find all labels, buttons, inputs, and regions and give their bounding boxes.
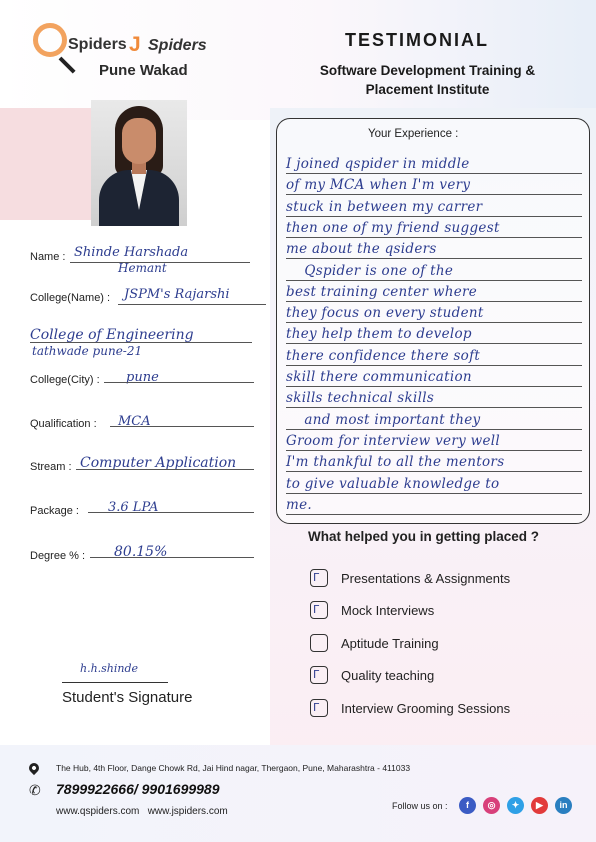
college-name-label: College(Name) : xyxy=(30,292,111,304)
phone-icon: ✆ xyxy=(29,782,41,798)
checkbox-mock-interviews[interactable] xyxy=(310,601,328,619)
page-title: TESTIMONIAL xyxy=(345,30,489,50)
experience-line: stuck in between my carrer xyxy=(286,198,483,215)
experience-ruled-line xyxy=(286,173,582,174)
experience-line: me about the qsiders xyxy=(286,241,437,258)
experience-line: Groom for interview very well xyxy=(286,432,500,449)
instagram-icon[interactable]: ◎ xyxy=(483,797,500,814)
experience-line: me. xyxy=(286,496,312,513)
package-label: Package : xyxy=(30,505,79,517)
page-subtitle xyxy=(285,61,570,99)
websites[interactable]: www.qspiders.com www.jspiders.com xyxy=(56,806,228,817)
option-label: Aptitude Training xyxy=(341,636,439,651)
check-mark-icon: Γ xyxy=(313,668,320,681)
experience-title: Your Experience : xyxy=(368,128,459,140)
experience-ruled-line xyxy=(286,429,582,430)
subtitle-line-2: Placement Institute xyxy=(365,82,490,97)
check-mark-icon: Γ xyxy=(313,603,320,616)
option-label: Quality teaching xyxy=(341,668,435,683)
student-photo xyxy=(91,100,187,226)
checkbox-quality-teaching[interactable] xyxy=(310,666,328,684)
signature-label: Student's Signature xyxy=(62,689,193,706)
qspiders-logo-text: Spiders xyxy=(68,36,127,53)
facebook-icon[interactable]: f xyxy=(459,797,476,814)
package-value: 3.6 LPA xyxy=(108,500,159,515)
experience-ruled-line xyxy=(286,365,582,366)
degree-underline xyxy=(90,557,254,558)
experience-ruled-line xyxy=(286,493,582,494)
experience-line: they focus on every student xyxy=(286,305,484,322)
experience-line: to give valuable knowledge to xyxy=(286,475,500,492)
experience-ruled-line xyxy=(286,237,582,238)
experience-ruled-line xyxy=(286,216,582,217)
qualification-label: Qualification : xyxy=(30,418,97,430)
jspiders-logo-j: J xyxy=(129,33,141,56)
college-city-value: pune xyxy=(126,370,159,385)
experience-line: then one of my friend suggest xyxy=(286,219,500,236)
qualification-value: MCA xyxy=(118,414,151,429)
name-value-line-2: Hemant xyxy=(118,261,167,275)
option-label: Interview Grooming Sessions xyxy=(341,701,511,716)
checkbox-presentations-assignments[interactable] xyxy=(310,569,328,587)
college-city-label: College(City) : xyxy=(30,374,100,386)
experience-ruled-line xyxy=(286,280,582,281)
college-name-value-line-2: College of Engineering xyxy=(30,327,194,343)
experience-ruled-line xyxy=(286,407,582,408)
check-mark-icon: Γ xyxy=(313,701,320,714)
experience-line: and most important they xyxy=(286,411,481,428)
twitter-icon[interactable]: ✦ xyxy=(507,797,524,814)
student-signature-scribble: h.h.shinde xyxy=(80,662,139,675)
stream-value: Computer Application xyxy=(80,455,237,471)
stream-underline xyxy=(76,469,254,470)
experience-line: I joined qspider in middle xyxy=(286,156,470,172)
experience-line: they help them to develop xyxy=(286,326,472,343)
experience-line: of my MCA when I'm very xyxy=(286,177,471,194)
checkbox-interview-grooming-sessions[interactable] xyxy=(310,699,328,717)
experience-ruled-line xyxy=(286,514,582,515)
header-background xyxy=(0,0,596,120)
college-city-underline xyxy=(104,382,254,383)
subtitle-line-1: Software Development Training & xyxy=(319,63,536,78)
experience-line: Qspider is one of the xyxy=(286,262,454,279)
qualification-underline xyxy=(110,426,254,427)
experience-line: I'm thankful to all the mentors xyxy=(286,454,505,471)
experience-ruled-line xyxy=(286,343,582,344)
college-name-value-line-1: JSPM's Rajarshi xyxy=(124,287,230,302)
branch-name: Pune Wakad xyxy=(99,62,188,79)
check-mark-icon: Γ xyxy=(313,571,320,584)
experience-ruled-line xyxy=(286,301,582,302)
address: The Hub, 4th Floor, Dange Chowk Rd, Jai Hind nagar, Thergaon, Pune, Maharashtra - 411033 xyxy=(56,763,411,773)
left-accent-block xyxy=(0,108,92,220)
checkbox-aptitude-training[interactable] xyxy=(310,634,328,652)
experience-ruled-line xyxy=(286,450,582,451)
degree-value: 80.15% xyxy=(114,544,168,560)
experience-line: skills technical skills xyxy=(286,390,435,407)
package-underline xyxy=(88,512,254,513)
qspiders-logo-icon xyxy=(33,23,67,57)
follow-us-label: Follow us on : xyxy=(392,801,448,811)
experience-ruled-line xyxy=(286,471,582,472)
option-label: Presentations & Assignments xyxy=(341,571,511,586)
signature-line xyxy=(62,682,168,683)
experience-ruled-line xyxy=(286,386,582,387)
college-name-underline-1 xyxy=(118,304,266,305)
name-label: Name : xyxy=(30,251,66,263)
experience-ruled-line xyxy=(286,258,582,259)
college-name-underline-2 xyxy=(30,342,252,343)
degree-label: Degree % : xyxy=(30,550,86,562)
experience-line: skill there communication xyxy=(286,369,472,385)
stream-label: Stream : xyxy=(30,461,72,473)
experience-ruled-line xyxy=(286,194,582,195)
youtube-icon[interactable]: ▶ xyxy=(531,797,548,814)
helped-question: What helped you in getting placed ? xyxy=(308,529,540,544)
linkedin-icon[interactable]: in xyxy=(555,797,572,814)
experience-line: there confidence there soft xyxy=(286,347,481,364)
jspiders-logo-text: Spiders xyxy=(148,37,207,54)
phone-numbers: 7899922666/ 9901699989 xyxy=(56,781,220,797)
name-value-line-1: Shinde Harshada xyxy=(74,245,189,260)
experience-line: best training center where xyxy=(286,283,478,300)
option-label: Mock Interviews xyxy=(341,603,435,618)
experience-ruled-line xyxy=(286,322,582,323)
college-name-value-line-3: tathwade pune-21 xyxy=(32,344,143,358)
